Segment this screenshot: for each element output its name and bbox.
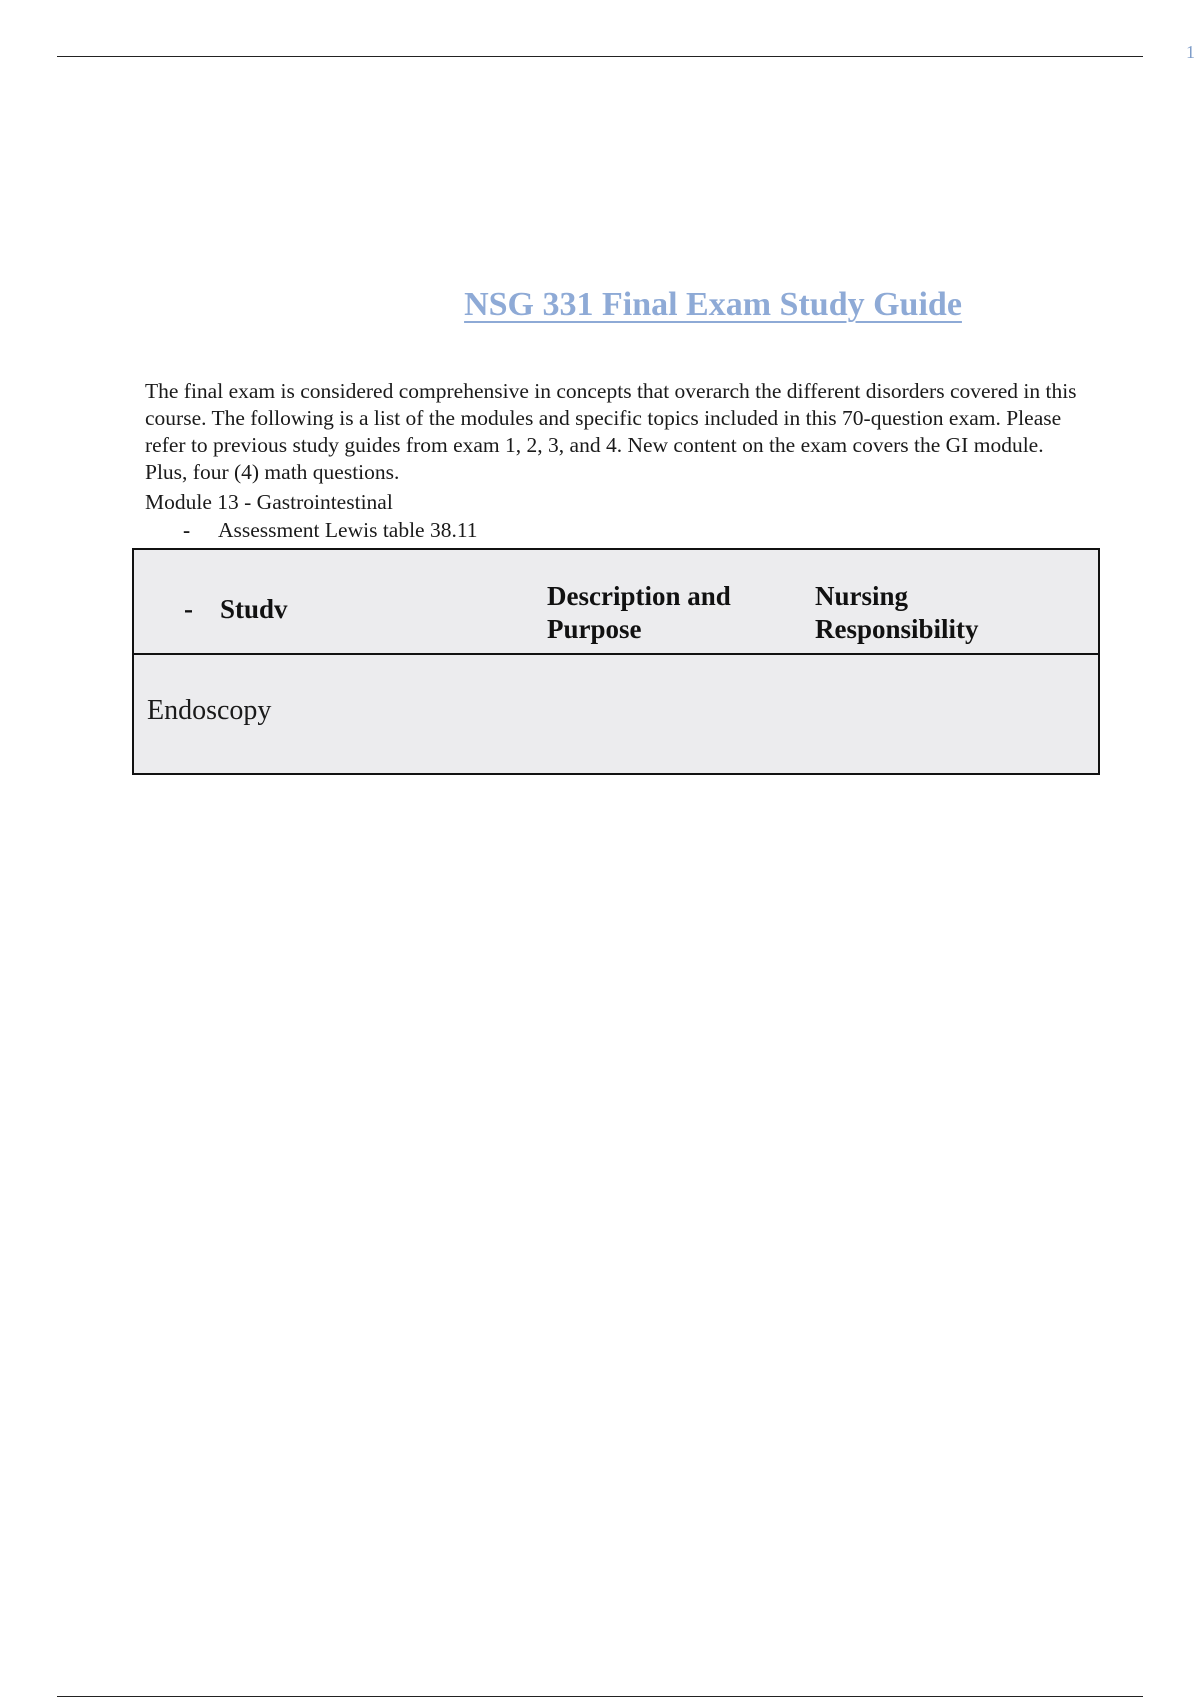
header-dash: - [184,594,193,624]
module-heading: Module 13 - Gastrointestinal [145,490,393,514]
table-header-row [134,550,1098,655]
list-item [183,517,478,544]
header-description: Description and Purpose [547,581,731,644]
header-study [184,593,288,626]
intro-paragraph: The final exam is considered comprehensive in concepts that overarch the different disorders covered in this course. The following is a list of the modules and specific topics included in this 70-question exam. Please refer to previous study guides from exam 1, 2, 3, and 4. New content on the exam covers the GI module. Plus, four (4) math questions. [145,379,1077,484]
table-cell-study: Endoscopy [147,695,272,726]
header-study-label: Studv [220,594,288,624]
footer-rule [57,1696,1143,1697]
list-item-text: Assessment Lewis table 38.11 [218,518,478,542]
header-rule [57,56,1143,57]
study-table [132,548,1100,775]
bullet-dash: - [183,518,191,542]
page-number: 1 [1186,42,1195,62]
header-nursing-responsibility: Nursing Responsibility [815,581,979,644]
document-title[interactable]: NSG 331 Final Exam Study Guide [464,286,962,323]
